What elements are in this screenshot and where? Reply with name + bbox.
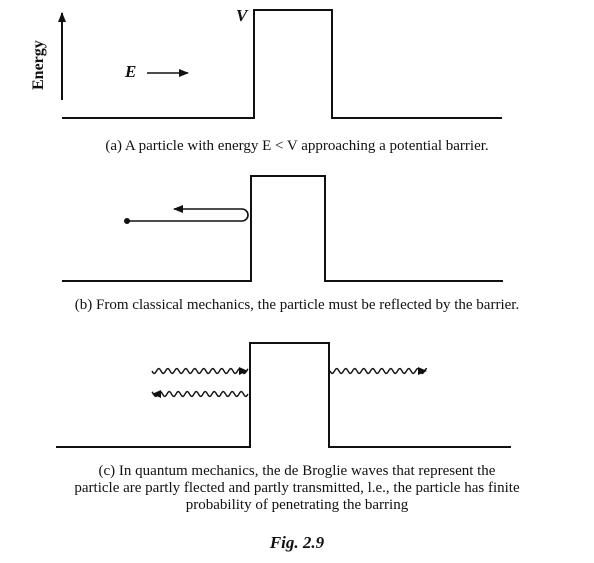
particle-energy-label: E — [125, 62, 137, 81]
figure-label: Fig. 2.9 — [269, 533, 325, 552]
caption-c-line-2: particle are partly flected and partly transmitted, l.e., the particle has finite — [74, 480, 520, 496]
incident-wave — [152, 369, 248, 374]
energy-axis-label: Energy — [30, 40, 47, 90]
caption-c-line-1: (c) In quantum mechanics, the de Broglie waves that represent the — [98, 463, 496, 479]
caption-c-line-3: probability of penetrating the barring — [185, 497, 409, 513]
reflected-path — [127, 209, 248, 221]
transmitted-wave — [330, 369, 427, 374]
reflected-wave — [152, 392, 248, 397]
potential-barrier-c — [56, 343, 511, 447]
caption-a: (a) A particle with energy E < V approaching a potential barrier. — [105, 138, 489, 154]
barrier-height-label: V — [236, 6, 248, 25]
potential-barrier-b — [62, 176, 503, 281]
wave-group — [152, 367, 427, 398]
caption-b: (b) From classical mechanics, the particle must be reflected by the barrier. — [74, 297, 520, 313]
